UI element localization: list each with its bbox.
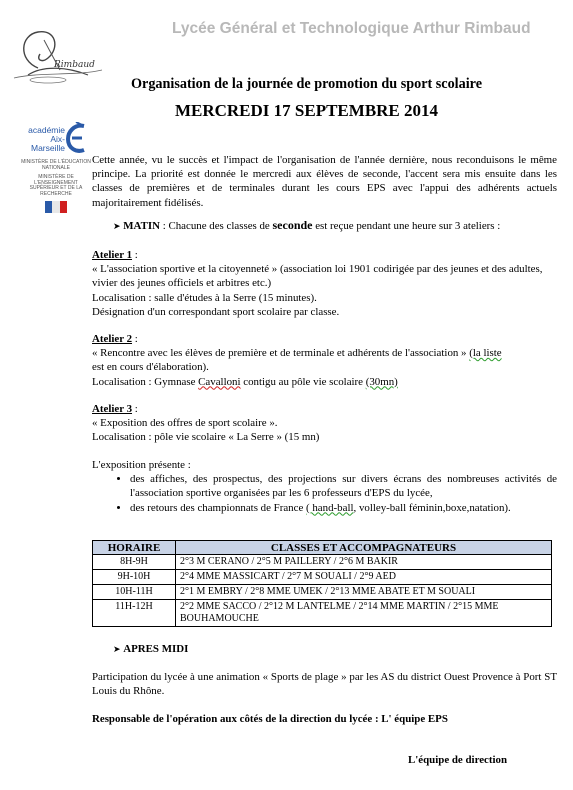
afternoon-label: APRES MIDI xyxy=(123,643,189,655)
schedule-header-time: HORAIRE xyxy=(93,541,176,555)
table-row xyxy=(93,585,552,600)
schedule-classes: 2°2 MME SACCO / 2°12 M LANTELME / 2°14 MME MARTIN / 2°15 MME BOUHAMOUCHE xyxy=(176,600,552,627)
schedule-table xyxy=(92,540,552,627)
atelier-2-loc-duration: (30mn) xyxy=(365,375,398,388)
morning-text-after: est reçue pendant une heure sur 3 ateliers : xyxy=(312,220,501,232)
atelier-1-designation: Désignation d'un correspondant sport scolaire par classe. xyxy=(92,305,340,318)
atelier-2-loc-a: Localisation : Gymnase xyxy=(92,375,199,388)
atelier-2-desc: « Rencontre avec les élèves de première et de terminale et adhérents de l'association » xyxy=(92,347,470,360)
schedule-time: 8H-9H xyxy=(93,555,176,570)
atelier-1-location: Localisation : salle d'études à la Serre (15 minutes). xyxy=(92,291,317,304)
atelier-3-location: Localisation : pôle vie scolaire « La Serre » (15 mn) xyxy=(92,431,320,444)
signature: L'équipe de direction xyxy=(408,754,508,766)
schedule-classes: 2°1 M EMBRY / 2°8 MME UMEK / 2°13 MME ABATE ET M SOUALI xyxy=(176,585,552,600)
marianne-flag-icon xyxy=(45,201,67,213)
schedule-classes: 2°3 M CERANO / 2°5 M PAILLERY / 2°6 M BAKIR xyxy=(176,555,552,570)
atelier-2: Atelier 2 : « Rencontre avec les élèves de première et de terminale et adhérents de l'association » (la liste est en cours d'élaboration). Localisation : Gymnase Cavalloni contigu au pôle vie scolaire (30mn) xyxy=(92,332,557,389)
atelier-2-loc-name: Cavalloni xyxy=(198,375,241,388)
schedule-time: 10H-11H xyxy=(93,585,176,600)
schedule-time: 9H-10H xyxy=(93,570,176,585)
exposition-bullet-2-c: , volley-ball féminin,boxe,natation). xyxy=(353,501,511,514)
exposition-bullet-2-a: des retours des championnats de France xyxy=(130,501,307,514)
atelier-1-desc: « L'association sportive et la citoyenneté » (association loi 1901 codirigée par des jeunes et des adultes, vivier des jeunes officiels et arbitres etc.) xyxy=(92,263,543,290)
exposition-bullet-1: • des affiches, des prospectus, des projections sur divers écrans des nombreuses activités de l'association sportive organisées par les 6 professeurs d'EPS du lycée, xyxy=(130,472,557,500)
schedule-header-classes: CLASSES ET ACCOMPAGNATEURS xyxy=(176,541,552,555)
academy-logo xyxy=(20,122,92,213)
atelier-2-desc-mark: (la liste xyxy=(469,347,502,360)
morning-section xyxy=(113,218,553,233)
schedule-header-row xyxy=(93,541,552,555)
document-date: MERCREDI 17 SEPTEMBRE 2014 xyxy=(174,101,439,120)
intro-paragraph: Cette année, vu le succès et l'impact de l'organisation de l'année dernière, nous reconduisons le même principe. La priorité est donnée le mercredi aux élèves de seconde, l'accent sera mis ensuite dans les classes de premières et de terminales durant les cours EPS avec l'appui des adhérents actuels majoritairement fidélisés. xyxy=(92,154,557,209)
table-row xyxy=(93,570,552,585)
morning-highlight: seconde xyxy=(272,218,313,232)
morning-label: MATIN xyxy=(123,220,160,232)
academy-e-icon xyxy=(66,122,88,154)
arrow-bullet-icon: ➤ xyxy=(113,644,121,654)
logo-signature: Rimbaud xyxy=(54,60,95,70)
exposition-bullet-2-b: ( hand-ball xyxy=(306,501,354,514)
atelier-2-title: Atelier 2 xyxy=(92,333,133,345)
schedule-time: 11H-12H xyxy=(93,600,176,627)
document-title: Organisation de la journée de promotion du sport scolaire xyxy=(130,76,482,92)
afternoon-heading xyxy=(113,642,553,656)
exposition-intro: L'exposition présente : xyxy=(92,459,191,471)
school-name: Lycée Général et Technologique Arthur Rimbaud xyxy=(172,20,531,37)
atelier-1: Atelier 1 : « L'association sportive et la citoyenneté » (association loi 1901 codirigée par des jeunes et des adultes, vivier des jeunes officiels et arbitres etc.) Localisation : salle d'études à la Serre (15 minutes). Désignation d'un correspondant sport scolaire par classe. xyxy=(92,248,557,319)
responsible-line: Responsable de l'opération aux côtés de la direction du lycée : L' équipe EPS xyxy=(92,713,448,725)
exposition-section xyxy=(92,458,557,515)
atelier-2-loc-c: contigu au pôle vie scolaire xyxy=(240,375,366,388)
arrow-bullet-icon: ➤ xyxy=(113,221,121,231)
atelier-2-desc-cont: est en cours d'élaboration). xyxy=(92,361,209,374)
atelier-3-desc: « Exposition des offres de sport scolaire ». xyxy=(92,417,278,430)
academy-region: Aix-Marseille xyxy=(30,134,65,153)
morning-text-before: : Chacune des classes de xyxy=(159,220,273,232)
ministry-higher-ed: MINISTÈRE DE L'ENSEIGNEMENT SUPÉRIEUR ET DE LA RECHERCHE xyxy=(29,174,83,197)
academy-label: académie xyxy=(28,125,65,135)
table-row xyxy=(93,600,552,627)
afternoon-text: Participation du lycée à une animation « Sports de plage » par les AS du district Ouest Provence à Port ST Louis du Rhône. xyxy=(92,671,557,698)
schedule-classes: 2°4 MME MASSICART / 2°7 M SOUALI / 2°9 AED xyxy=(176,570,552,585)
atelier-1-title: Atelier 1 xyxy=(92,249,133,261)
exposition-bullet-2 xyxy=(130,501,557,515)
atelier-3-title: Atelier 3 xyxy=(92,403,133,415)
ministry-education: MINISTÈRE DE L'ÉDUCATION NATIONALE xyxy=(21,159,91,171)
table-row xyxy=(93,555,552,570)
atelier-3: Atelier 3 : « Exposition des offres de sport scolaire ». Localisation : pôle vie scolaire « La Serre » (15 mn) xyxy=(92,402,557,445)
